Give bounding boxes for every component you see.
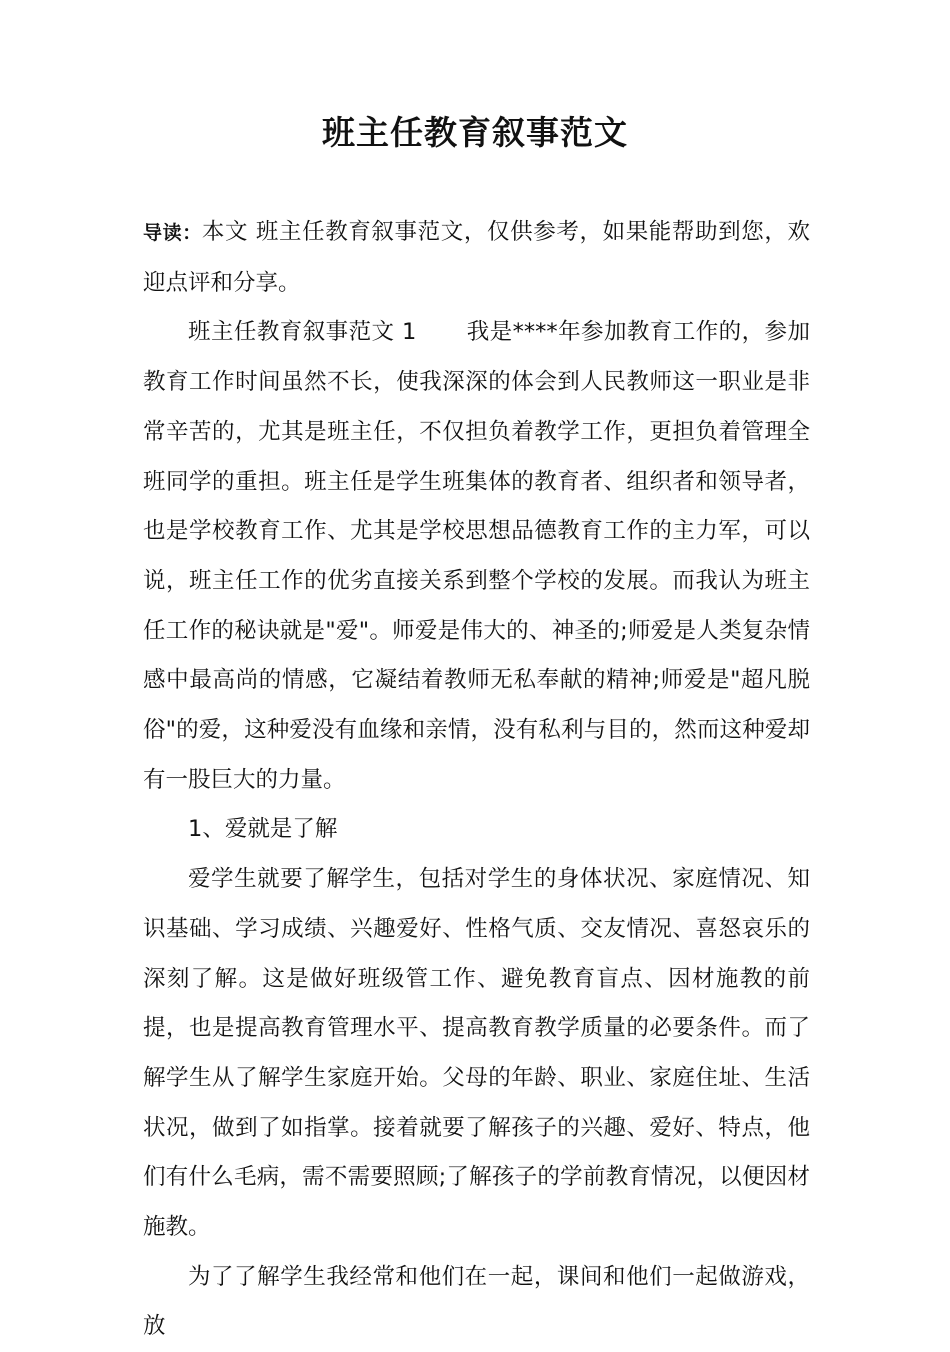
lead-paragraph [143, 208, 810, 308]
document-title: 班主任教育叙事范文 [322, 113, 628, 152]
paragraph-3: 为了了解学生我经常和他们在一起，课间和他们一起做游戏，放 [143, 1263, 810, 1340]
document-body [143, 208, 810, 1352]
paragraph-2: 爱学生就要了解学生，包括对学生的身体状况、家庭情况、知识基础、学习成绩、兴趣爱好、性格气质、交友情况、喜怒哀乐的深刻了解。这是做好班级管工作、避免教育盲点、因材施教的前提，也是提高教育管理水平、提高教育教学质量的必要条件。而了解学生从了解学生家庭开始。父母的年龄、职业、家庭住址、生活状况，做到了如指掌。接着就要了解孩子的兴趣、爱好、特点，他们有什么毛病，需不需要照顾;了解孩子的学前教育情况，以便因材施教。 [143, 866, 810, 1241]
lead-label: 导读： [143, 222, 202, 244]
section1-paragraph [143, 308, 810, 805]
lead-text: 本文 班主任教育叙事范文，仅供参考，如果能帮助到您，欢迎点评和分享。 [143, 219, 810, 296]
section1-heading: 班主任教育叙事范文 1 [188, 319, 417, 346]
section1-text: 我是****年参加教育工作的，参加教育工作时间虽然不长，使我深深的体会到人民教师这一职业是非常辛苦的，尤其是班主任，不仅担负着教学工作，更担负着管理全班同学的重担。班主任是学生班集体的教育者、组织者和领导者，也是学校教育工作、尤其是学校思想品德教育工作的主力军，可以说，班主任工作的优劣直接关系到整个学校的发展。而我认为班主任工作的秘诀就是"爱"。师爱是伟大的、神圣的;师爱是人类复杂情感中最高尚的情感，它凝结着教师无私奉献的精神;师爱是"超凡脱俗"的爱，这种爱没有血缘和亲情，没有私利与目的，然而这种爱却有一股巨大的力量。 [143, 319, 810, 793]
subheading-1: 1、爱就是了解 [188, 816, 338, 843]
